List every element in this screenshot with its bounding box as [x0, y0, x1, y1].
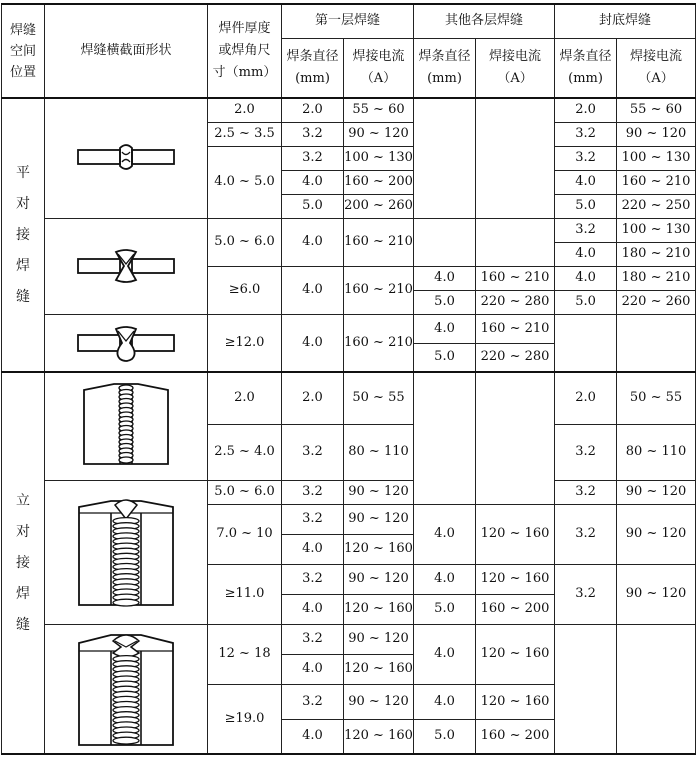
first-rod-dia: 3.2: [282, 624, 344, 654]
other-current-empty: [476, 98, 555, 218]
section-position-vertical: 立对接焊缝: [2, 372, 45, 754]
bottom-rod-dia: 2.0: [555, 98, 617, 122]
first-rod-dia: 4.0: [282, 594, 344, 624]
first-rod-dia: 4.0: [282, 534, 344, 564]
thickness-cell: ≥19.0: [208, 684, 282, 754]
other-current-empty: [476, 372, 555, 504]
section-position-flat: 平对接焊缝: [2, 98, 45, 372]
thickness-cell: 2.0: [208, 372, 282, 424]
bottom-rod-dia: 3.2: [555, 146, 617, 170]
thickness-cell: 2.5 ~ 4.0: [208, 424, 282, 480]
first-rod-dia: 2.0: [282, 98, 344, 122]
first-current: 120 ~ 160: [344, 719, 414, 754]
other-rod-dia-empty: [414, 372, 476, 504]
bottom-current: 90 ~ 120: [617, 122, 696, 146]
bottom-rod-dia: 3.2: [555, 564, 617, 624]
vertical-butt-thin-icon: [76, 378, 176, 474]
flat-butt-double-v-icon: [76, 321, 176, 365]
first-current: 160 ~ 210: [344, 218, 414, 266]
other-current: 120 ~ 160: [476, 564, 555, 594]
welding-parameter-table: [1, 3, 696, 755]
first-current: 90 ~ 120: [344, 122, 414, 146]
other-rod-dia-empty: [414, 98, 476, 218]
bottom-rod-dia: 3.2: [555, 424, 617, 480]
thickness-cell: ≥12.0: [208, 314, 282, 372]
weld-bead: [113, 737, 139, 744]
weld-bead: [119, 457, 133, 463]
bottom-rod-dia: 4.0: [555, 242, 617, 266]
other-rod-dia: 4.0: [414, 684, 476, 719]
bottom-rod-dia: 4.0: [555, 170, 617, 194]
other-rod-dia: 4.0: [414, 624, 476, 684]
bottom-current-empty: [617, 314, 696, 372]
shape-flat-butt-double-v: [45, 314, 208, 372]
bottom-rod-dia: 4.0: [555, 266, 617, 290]
other-current: 160 ~ 200: [476, 719, 555, 754]
bottom-current: 90 ~ 120: [617, 504, 696, 564]
flat-butt-x-icon: [76, 246, 176, 286]
other-current-empty: [476, 218, 555, 266]
bottom-current: 55 ~ 60: [617, 98, 696, 122]
first-rod-dia: 3.2: [282, 684, 344, 719]
first-current: 120 ~ 160: [344, 594, 414, 624]
first-current: 90 ~ 120: [344, 624, 414, 654]
vertical-butt-x-icon: [71, 627, 181, 751]
first-rod-dia: 3.2: [282, 146, 344, 170]
other-rod-dia: 5.0: [414, 290, 476, 314]
first-rod-dia: 4.0: [282, 654, 344, 684]
bottom-current: 90 ~ 120: [617, 480, 696, 504]
bottom-rod-dia: 5.0: [555, 290, 617, 314]
weld-beads-icon: [113, 518, 139, 606]
thickness-cell: 2.5 ~ 3.5: [208, 122, 282, 146]
first-current: 55 ~ 60: [344, 98, 414, 122]
header-bottom-seal: 封底焊缝: [555, 4, 696, 38]
other-rod-dia: 4.0: [414, 504, 476, 564]
first-current: 50 ~ 55: [344, 372, 414, 424]
thickness-cell: 5.0 ~ 6.0: [208, 218, 282, 266]
first-current: 90 ~ 120: [344, 684, 414, 719]
bottom-rod-dia: 3.2: [555, 218, 617, 242]
first-current: 100 ~ 130: [344, 146, 414, 170]
bottom-rod-dia-empty: [555, 624, 617, 754]
other-current: 120 ~ 160: [476, 684, 555, 719]
first-rod-dia: 4.0: [282, 266, 344, 314]
other-rod-dia-empty: [414, 218, 476, 266]
other-rod-dia: 4.0: [414, 266, 476, 290]
thickness-cell: 5.0 ~ 6.0: [208, 480, 282, 504]
shape-flat-butt-x: [45, 218, 208, 314]
first-current: 80 ~ 110: [344, 424, 414, 480]
shape-vertical-butt-x: [45, 624, 208, 754]
bottom-rod-dia: 3.2: [555, 122, 617, 146]
first-rod-dia: 3.2: [282, 504, 344, 534]
first-rod-dia: 3.2: [282, 424, 344, 480]
vertical-butt-v-icon: [71, 493, 181, 611]
weld-beads-icon: [113, 655, 139, 743]
header-first-current: 焊接电流（A）: [344, 38, 414, 98]
other-current: 160 ~ 210: [476, 314, 555, 343]
first-rod-dia: 2.0: [282, 372, 344, 424]
other-rod-dia: 5.0: [414, 719, 476, 754]
bottom-current: 80 ~ 110: [617, 424, 696, 480]
first-rod-dia: 3.2: [282, 480, 344, 504]
bottom-current: 180 ~ 210: [617, 242, 696, 266]
bottom-current: 100 ~ 130: [617, 218, 696, 242]
header-bottom-current: 焊接电流（A）: [617, 38, 696, 98]
bottom-current: 180 ~ 210: [617, 266, 696, 290]
thickness-cell: 2.0: [208, 98, 282, 122]
first-current: 160 ~ 200: [344, 170, 414, 194]
thickness-cell: 12 ~ 18: [208, 624, 282, 684]
other-current: 160 ~ 210: [476, 266, 555, 290]
other-current: 120 ~ 160: [476, 504, 555, 564]
header-first-rod-dia: 焊条直径(mm): [282, 38, 344, 98]
other-rod-dia: 5.0: [414, 343, 476, 372]
first-current: 90 ~ 120: [344, 564, 414, 594]
thickness-cell: ≥6.0: [208, 266, 282, 314]
header-other-rod-dia: 焊条直径(mm): [414, 38, 476, 98]
first-rod-dia: 4.0: [282, 170, 344, 194]
bottom-current: 220 ~ 260: [617, 290, 696, 314]
header-thickness: 焊件厚度或焊角尺寸（mm）: [208, 4, 282, 98]
bottom-rod-dia: 5.0: [555, 194, 617, 218]
bottom-rod-dia: 3.2: [555, 504, 617, 564]
bottom-current: 90 ~ 120: [617, 564, 696, 624]
bottom-current: 100 ~ 130: [617, 146, 696, 170]
first-current: 160 ~ 210: [344, 266, 414, 314]
thickness-cell: 4.0 ~ 5.0: [208, 146, 282, 218]
other-current: 220 ~ 280: [476, 343, 555, 372]
header-shape: 焊缝横截面形状: [45, 4, 208, 98]
bottom-current: 160 ~ 210: [617, 170, 696, 194]
first-rod-dia: 3.2: [282, 122, 344, 146]
first-current: 200 ~ 260: [344, 194, 414, 218]
bottom-current: 50 ~ 55: [617, 372, 696, 424]
header-other-layers: 其他各层焊缝: [414, 4, 555, 38]
header-bottom-rod-dia: 焊条直径(mm): [555, 38, 617, 98]
other-current: 220 ~ 280: [476, 290, 555, 314]
header-other-current: 焊接电流（A）: [476, 38, 555, 98]
first-current: 160 ~ 210: [344, 314, 414, 372]
first-rod-dia: 5.0: [282, 194, 344, 218]
thickness-cell: ≥11.0: [208, 564, 282, 624]
header-first-layer: 第一层焊缝: [282, 4, 414, 38]
bottom-rod-dia: 3.2: [555, 480, 617, 504]
first-current: 120 ~ 160: [344, 654, 414, 684]
first-current: 90 ~ 120: [344, 480, 414, 504]
other-rod-dia: 5.0: [414, 594, 476, 624]
bottom-rod-dia-empty: [555, 314, 617, 372]
flat-butt-symmetric-icon: [76, 140, 176, 176]
bottom-current: 220 ~ 250: [617, 194, 696, 218]
first-rod-dia: 4.0: [282, 314, 344, 372]
shape-flat-butt-single-v: [45, 98, 208, 218]
thickness-cell: 7.0 ~ 10: [208, 504, 282, 564]
bottom-current-empty: [617, 624, 696, 754]
shape-vertical-butt-thin: [45, 372, 208, 480]
first-current: 120 ~ 160: [344, 534, 414, 564]
shape-vertical-butt-v: [45, 480, 208, 624]
other-rod-dia: 4.0: [414, 564, 476, 594]
first-current: 90 ~ 120: [344, 504, 414, 534]
other-current: 160 ~ 200: [476, 594, 555, 624]
first-rod-dia: 4.0: [282, 218, 344, 266]
header-position: 焊缝空间位置: [2, 4, 45, 98]
weld-bead: [113, 599, 139, 606]
first-rod-dia: 3.2: [282, 564, 344, 594]
first-rod-dia: 4.0: [282, 719, 344, 754]
weld-beads-icon: [119, 385, 133, 463]
other-rod-dia: 4.0: [414, 314, 476, 343]
other-current: 120 ~ 160: [476, 624, 555, 684]
bottom-rod-dia: 2.0: [555, 372, 617, 424]
